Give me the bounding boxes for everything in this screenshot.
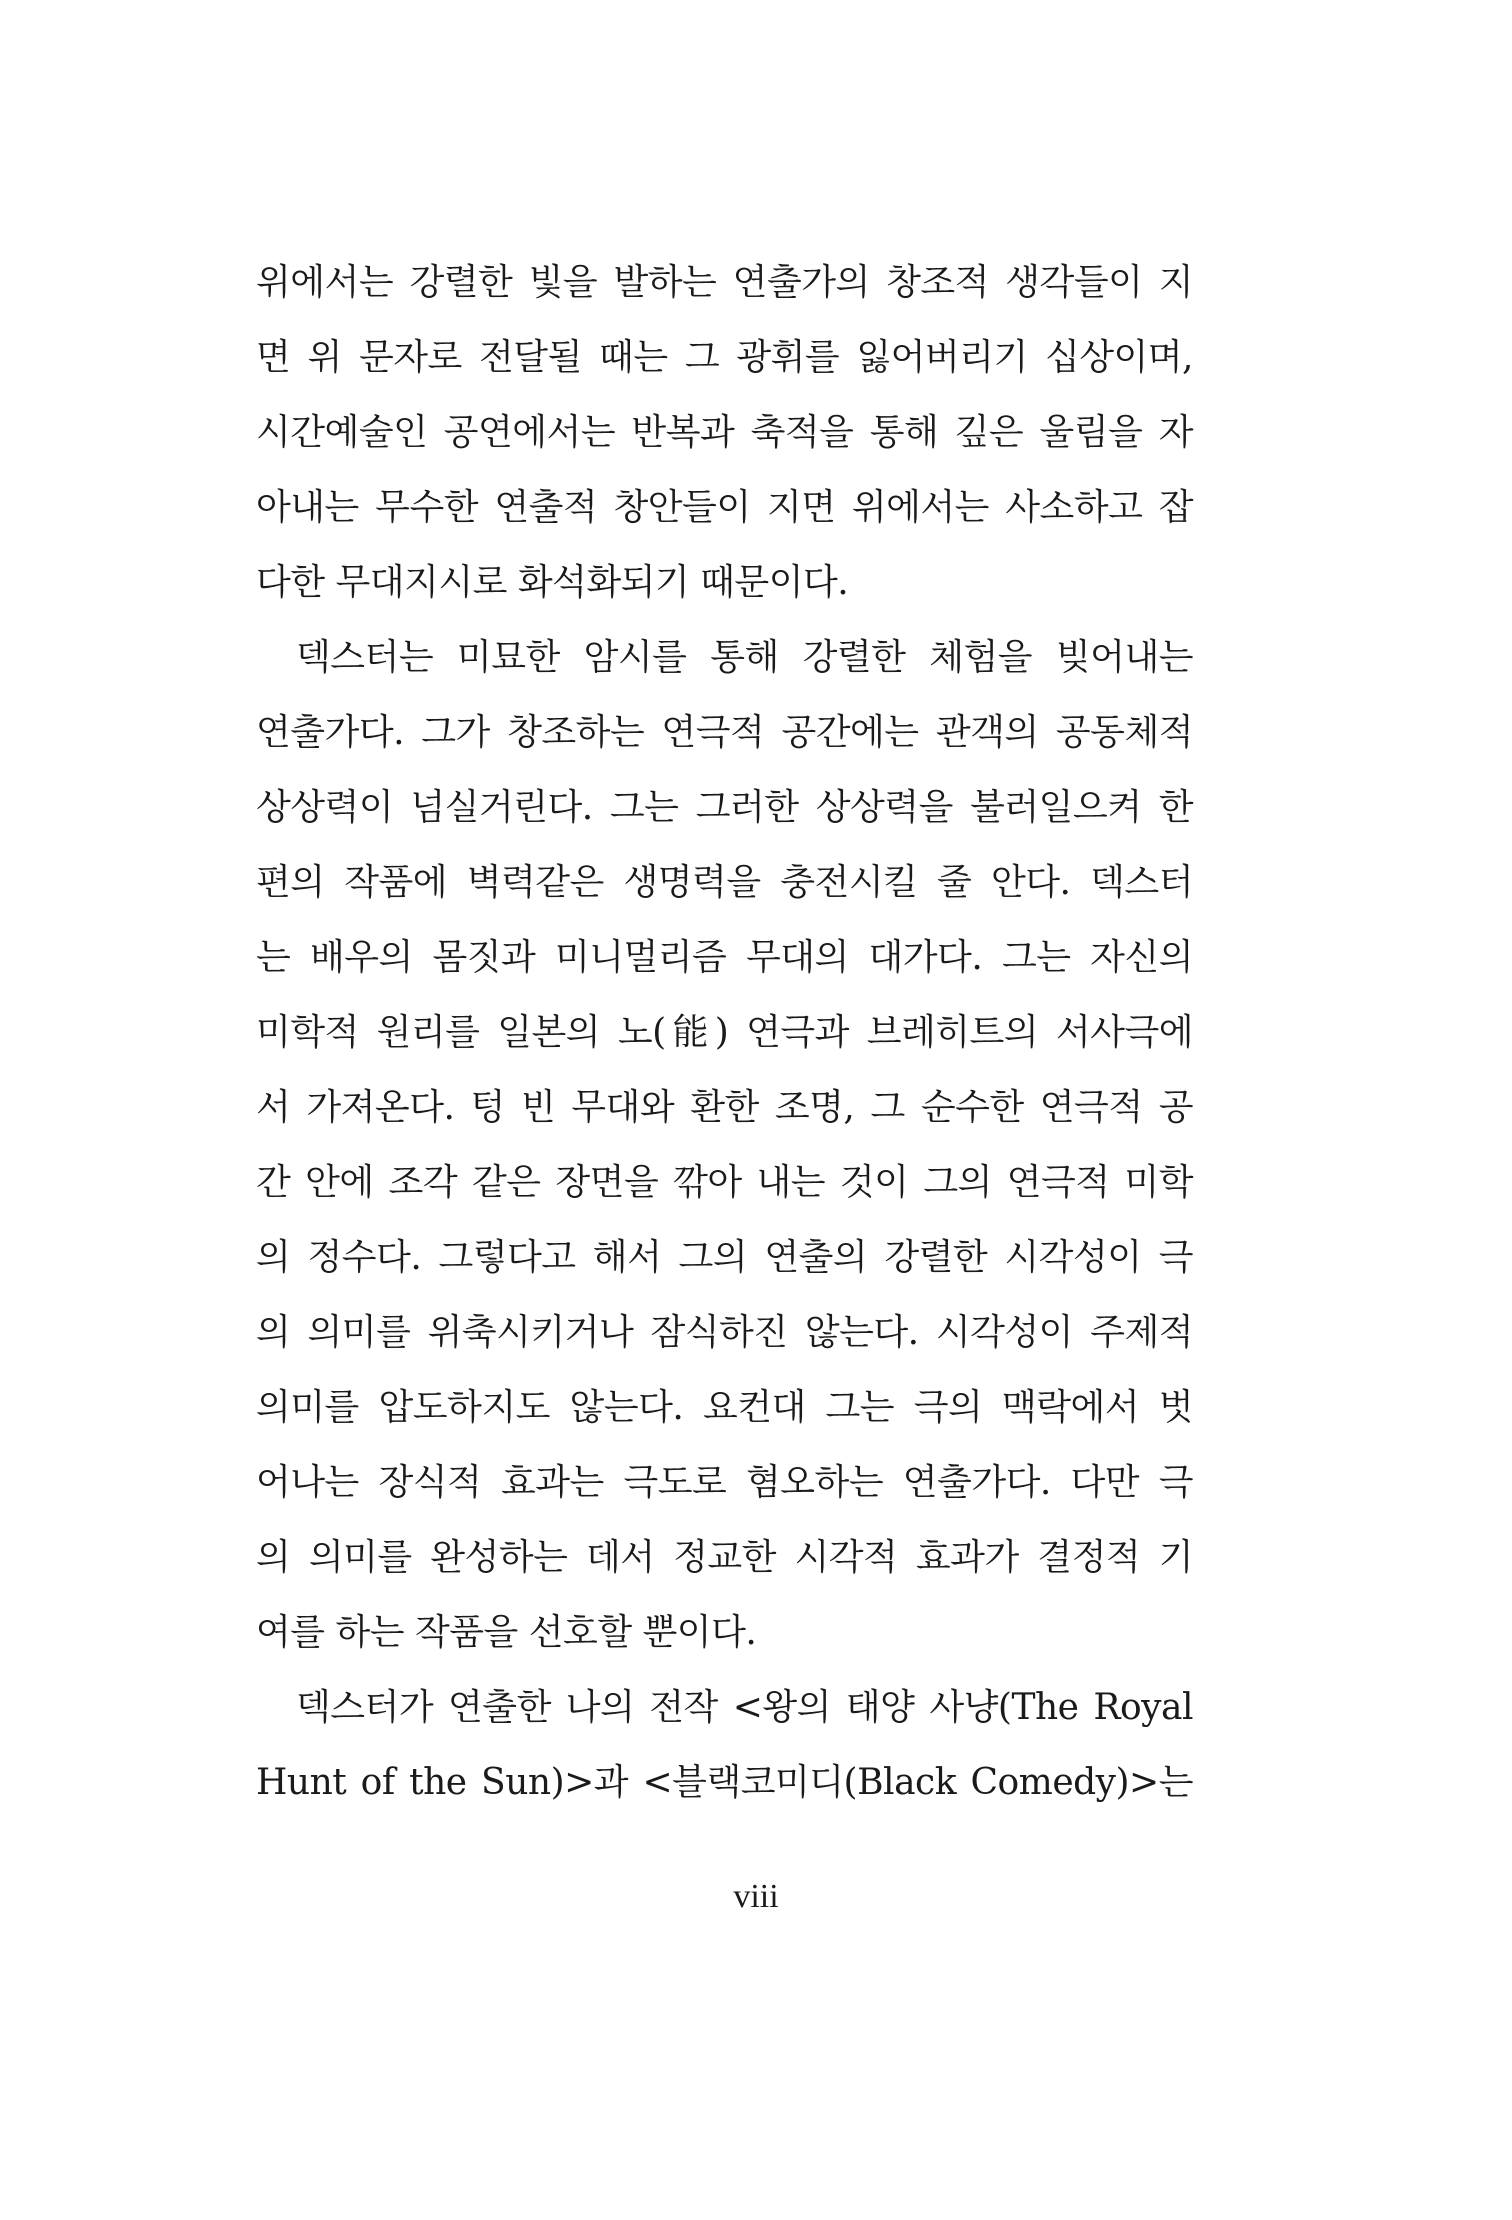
text-line: 의 의미를 완성하는 데서 정교한 시각적 효과가 결정적 기: [256, 1537, 1193, 1578]
text-line: 편의 작품에 벽력같은 생명력을 충전시킬 줄 안다. 덱스터: [256, 862, 1193, 903]
text-line: 는 배우의 몸짓과 미니멀리즘 무대의 대가다. 그는 자신의: [256, 937, 1193, 978]
text-line: 시간예술인 공연에서는 반복과 축적을 통해 깊은 울림을 자: [256, 412, 1193, 453]
text-line: 덱스터가 연출한 나의 전작 <왕의 태양 사냥(The Royal: [296, 1687, 1193, 1728]
text-line: 다한 무대지시로 화석화되기 때문이다.: [256, 562, 849, 603]
text-line: 연출가다. 그가 창조하는 연극적 공간에는 관객의 공동체적: [256, 712, 1193, 753]
text-line: 여를 하는 작품을 선호할 뿐이다.: [256, 1612, 757, 1653]
text-line: 서 가져온다. 텅 빈 무대와 환한 조명, 그 순수한 연극적 공: [256, 1087, 1193, 1128]
text-line: 면 위 문자로 전달될 때는 그 광휘를 잃어버리기 십상이며,: [256, 337, 1193, 378]
text-line: 상상력이 넘실거린다. 그는 그러한 상상력을 불러일으켜 한: [256, 787, 1193, 828]
page-number: viii: [733, 1878, 779, 1915]
text-line: 간 안에 조각 같은 장면을 깎아 내는 것이 그의 연극적 미학: [256, 1162, 1193, 1203]
text-line: 덱스터는 미묘한 암시를 통해 강렬한 체험을 빚어내는: [296, 637, 1193, 678]
text-line: 의미를 압도하지도 않는다. 요컨대 그는 극의 맥락에서 벗: [256, 1387, 1193, 1428]
text-line: Hunt of the Sun)>과 <블랙코미디(Black Comedy)>는: [256, 1762, 1193, 1803]
text-line: 의 의미를 위축시키거나 잠식하진 않는다. 시각성이 주제적: [256, 1312, 1193, 1353]
text-line: 어나는 장식적 효과는 극도로 혐오하는 연출가다. 다만 극: [256, 1462, 1193, 1503]
text-line: 아내는 무수한 연출적 창안들이 지면 위에서는 사소하고 잡: [256, 487, 1193, 528]
text-line: 의 정수다. 그렇다고 해서 그의 연출의 강렬한 시각성이 극: [256, 1237, 1193, 1278]
text-line: 미학적 원리를 일본의 노(能) 연극과 브레히트의 서사극에: [256, 1012, 1193, 1053]
body-text: [256, 245, 1193, 1820]
text-line: 위에서는 강렬한 빛을 발하는 연출가의 창조적 생각들이 지: [256, 262, 1193, 303]
